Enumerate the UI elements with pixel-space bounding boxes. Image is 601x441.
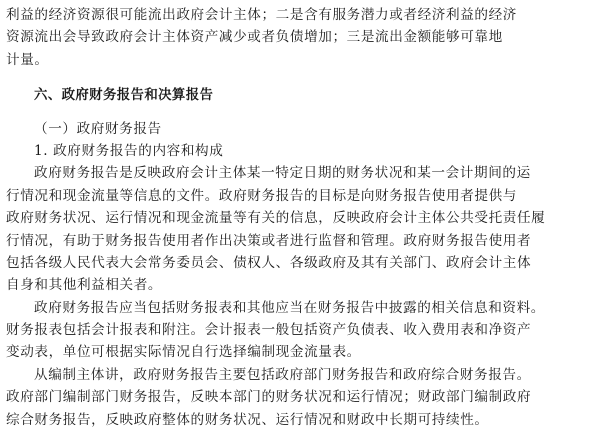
- subsection-heading: （一）政府财务报告: [34, 120, 162, 137]
- text-line: 政府财务状况、运行情况和现金流量等有关的信息，反映政府会计主体公共受托责任履: [6, 210, 546, 227]
- text-line: 政府财务报告应当包括财务报表和其他应当在财务报告中披露的相关信息和资料。: [34, 299, 545, 316]
- text-line: 计量。: [6, 51, 49, 68]
- paragraph-entities: [6, 364, 595, 431]
- text-line: 政府部门编制部门财务报告，反映本部门的财务状况和运行情况；财政部门编制政府: [6, 389, 532, 406]
- text-line: 政府财务报告是反映政府会计主体某一特定日期的财务状况和某一会计期间的运: [34, 165, 531, 182]
- paragraph-definition: [6, 162, 595, 296]
- text-line: 自身和其他利益相关者。: [6, 277, 163, 294]
- item-heading: 1. 政府财务报告的内容和构成: [34, 142, 224, 159]
- text-line: 综合财务报告，反映政府整体的财务状况、运行情况和财政中长期可持续性。: [6, 411, 489, 428]
- text-line: 资源流出会导致政府会计主体资产减少或者负债增加；三是流出金额能够可靠地: [6, 29, 503, 46]
- section-heading: 六、政府财务报告和决算报告: [34, 88, 214, 104]
- text-line: 包括各级人民代表大会常务委员会、债权人、各级政府及其有关部门、政府会计主体: [6, 254, 532, 271]
- text-line: 从编制主体讲，政府财务报告主要包括政府部门财务报告和政府综合财务报告。: [34, 366, 531, 383]
- paragraph-composition: [6, 297, 595, 364]
- text-line: 行情况，有助于财务报告使用者作出决策或者进行监督和管理。政府财务报告使用者: [6, 232, 532, 249]
- text-line: 财务报表包括会计报表和附注。会计报表一般包括资产负债表、收入费用表和净资产: [6, 322, 532, 339]
- text-line: 利益的经济资源很可能流出政府会计主体；二是含有服务潜力或者经济利益的经济: [6, 7, 517, 23]
- text-line: 变动表，单位可根据实际情况自行选择编制现金流量表。: [6, 344, 361, 361]
- intro-paragraph: [6, 4, 595, 71]
- text-line: 行情况和现金流量等信息的文件。政府财务报告的目标是向财务报告使用者提供与: [6, 187, 517, 204]
